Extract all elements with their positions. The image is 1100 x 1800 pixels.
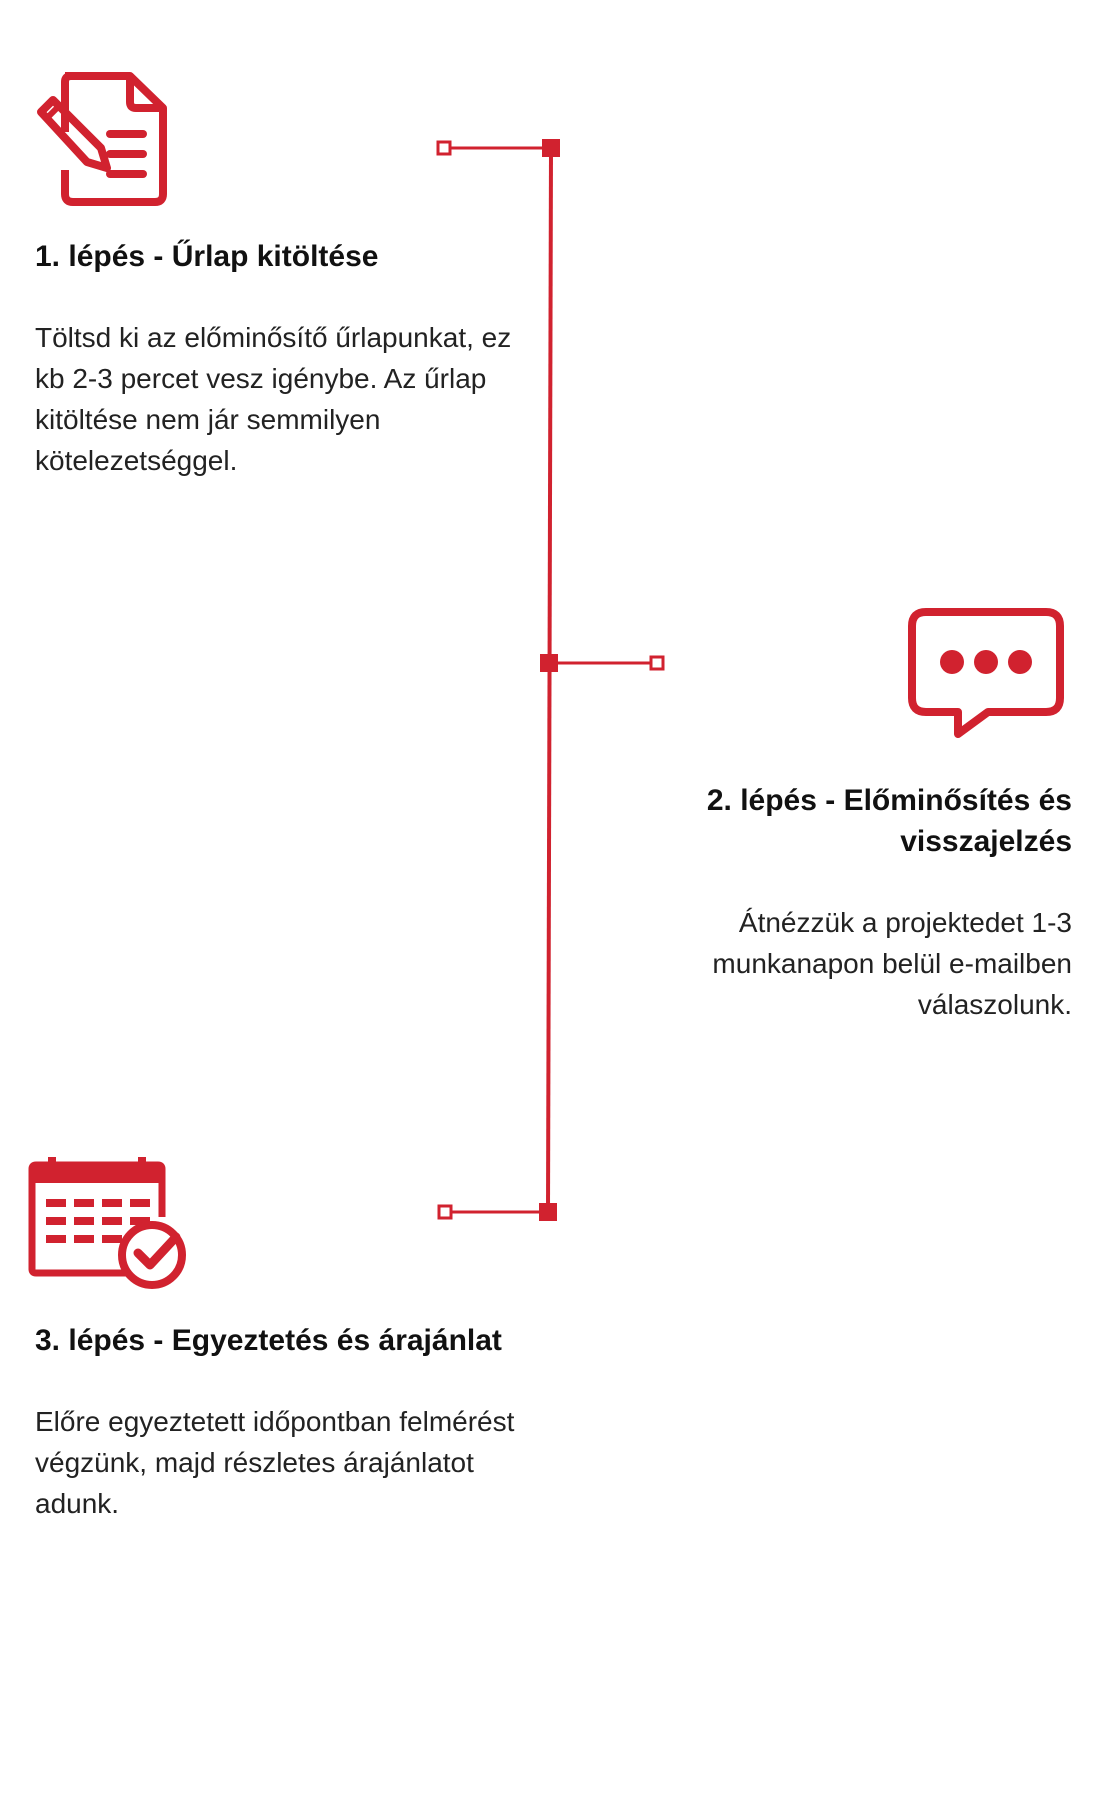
step-3-text: Előre egyeztetett időpontban felmérést végzünk, majd részletes árajánlatot adunk.: [35, 1406, 515, 1519]
calendar-check-icon: [28, 1157, 192, 1291]
timeline-connector-3: [439, 1203, 557, 1221]
step-2-title: 2. lépés - Előminősítés és visszajelzés: [706, 784, 1072, 858]
step-1: [35, 236, 545, 481]
step-1-title: 1. lépés - Űrlap kitöltése: [35, 240, 379, 273]
timeline-vertical-line: [548, 148, 551, 1212]
document-pencil-icon: [35, 72, 167, 206]
timeline-connector-1: [438, 139, 560, 157]
step-3: [35, 1320, 555, 1524]
step-1-text: Töltsd ki az előminősítő űrlapunkat, ez kb 2-3 percet vesz igénybe. Az űrlap kitöltése nem jár semmilyen kötelezetséggel.: [35, 322, 512, 476]
chat-bubble-icon: [908, 608, 1064, 740]
step-2-text: Átnézzük a projektedet 1-3 munkanapon belül e-mailben válaszolunk.: [712, 907, 1072, 1020]
timeline-connector-2: [540, 654, 663, 672]
step-3-title: 3. lépés - Egyeztetés és árajánlat: [35, 1324, 502, 1357]
step-2: [620, 780, 1072, 1025]
